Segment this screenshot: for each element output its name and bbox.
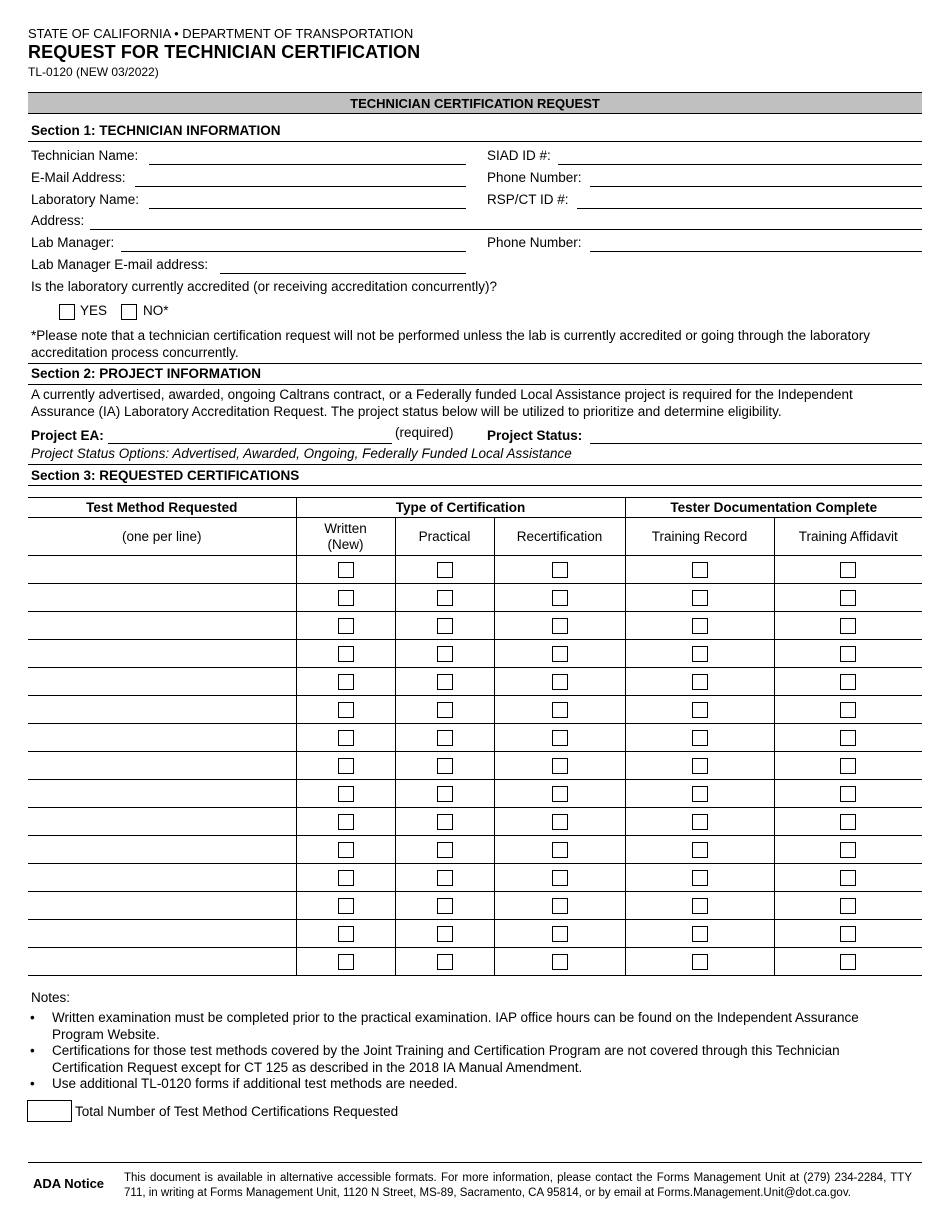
recertification-cell bbox=[494, 836, 625, 864]
practical-checkbox[interactable] bbox=[437, 758, 453, 774]
written-cell bbox=[296, 696, 395, 724]
training-record-checkbox[interactable] bbox=[692, 870, 708, 886]
address-field[interactable] bbox=[90, 229, 922, 230]
training-affidavit-cell bbox=[774, 556, 922, 584]
training-affidavit-cell bbox=[774, 752, 922, 780]
practical-cell bbox=[395, 948, 494, 976]
written-cell bbox=[296, 752, 395, 780]
training-affidavit-checkbox[interactable] bbox=[840, 674, 856, 690]
training-affidavit-checkbox[interactable] bbox=[840, 814, 856, 830]
practical-cell bbox=[395, 836, 494, 864]
practical-cell bbox=[395, 780, 494, 808]
training-record-checkbox[interactable] bbox=[692, 618, 708, 634]
technician-name-field[interactable] bbox=[149, 164, 466, 165]
recertification-checkbox[interactable] bbox=[552, 926, 568, 942]
written-checkbox[interactable] bbox=[338, 562, 354, 578]
yes-checkbox[interactable] bbox=[59, 304, 75, 320]
written-cell bbox=[296, 612, 395, 640]
recertification-cell bbox=[494, 948, 625, 976]
recertification-cell bbox=[494, 668, 625, 696]
training-record-checkbox[interactable] bbox=[692, 730, 708, 746]
training-affidavit-checkbox[interactable] bbox=[840, 702, 856, 718]
lab-name-label: Laboratory Name: bbox=[31, 192, 140, 207]
email-field[interactable] bbox=[135, 186, 466, 187]
certification-row bbox=[28, 640, 922, 668]
written-cell bbox=[296, 836, 395, 864]
training-affidavit-checkbox[interactable] bbox=[840, 618, 856, 634]
test-method-header: Test Method Requested bbox=[28, 498, 296, 518]
ada-divider bbox=[28, 1162, 922, 1163]
certification-row bbox=[28, 920, 922, 948]
note-item: • Use additional TL-0120 forms if additional test methods are needed. bbox=[28, 1076, 898, 1093]
training-record-checkbox[interactable] bbox=[692, 758, 708, 774]
practical-cell bbox=[395, 752, 494, 780]
practical-cell bbox=[395, 892, 494, 920]
written-cell bbox=[296, 640, 395, 668]
recertification-checkbox[interactable] bbox=[552, 954, 568, 970]
written-cell bbox=[296, 892, 395, 920]
practical-cell bbox=[395, 864, 494, 892]
no-label: NO* bbox=[143, 303, 169, 318]
written-checkbox[interactable] bbox=[338, 926, 354, 942]
certification-row bbox=[28, 584, 922, 612]
training-affidavit-checkbox[interactable] bbox=[840, 898, 856, 914]
accredited-question: Is the laboratory currently accredited (or receiving accreditation concurrently)? bbox=[31, 279, 497, 294]
recertification-checkbox[interactable] bbox=[552, 562, 568, 578]
recertification-cell bbox=[494, 640, 625, 668]
divider bbox=[28, 464, 922, 465]
ada-title: ADA Notice bbox=[33, 1176, 105, 1191]
certification-row bbox=[28, 780, 922, 808]
written-checkbox[interactable] bbox=[338, 674, 354, 690]
certification-row bbox=[28, 668, 922, 696]
written-new-header bbox=[296, 518, 395, 556]
email-label: E-Mail Address: bbox=[31, 170, 126, 185]
lab-manager-field[interactable] bbox=[121, 251, 466, 252]
practical-checkbox[interactable] bbox=[437, 786, 453, 802]
training-affidavit-cell bbox=[774, 668, 922, 696]
recertification-checkbox[interactable] bbox=[552, 786, 568, 802]
training-affidavit-cell bbox=[774, 836, 922, 864]
test-method-cell[interactable] bbox=[28, 612, 296, 640]
training-record-cell bbox=[625, 640, 774, 668]
written-checkbox[interactable] bbox=[338, 758, 354, 774]
tester-doc-header: Tester Documentation Complete bbox=[625, 498, 922, 518]
training-affidavit-checkbox[interactable] bbox=[840, 562, 856, 578]
recertification-cell bbox=[494, 584, 625, 612]
certification-type-header: Type of Certification bbox=[296, 498, 625, 518]
written-cell bbox=[296, 668, 395, 696]
test-method-cell[interactable] bbox=[28, 640, 296, 668]
written-cell bbox=[296, 808, 395, 836]
training-affidavit-checkbox[interactable] bbox=[840, 870, 856, 886]
practical-checkbox[interactable] bbox=[437, 590, 453, 606]
written-checkbox[interactable] bbox=[338, 814, 354, 830]
training-record-checkbox[interactable] bbox=[692, 814, 708, 830]
written-checkbox[interactable] bbox=[338, 898, 354, 914]
recertification-cell bbox=[494, 920, 625, 948]
technician-name-label: Technician Name: bbox=[31, 148, 139, 163]
recertification-cell bbox=[494, 892, 625, 920]
yes-label: YES bbox=[80, 303, 108, 318]
form-title: REQUEST FOR TECHNICIAN CERTIFICATION bbox=[28, 42, 421, 62]
recertification-checkbox[interactable] bbox=[552, 870, 568, 886]
lab-manager-label: Lab Manager: bbox=[31, 235, 115, 250]
training-record-checkbox[interactable] bbox=[692, 674, 708, 690]
written-checkbox[interactable] bbox=[338, 702, 354, 718]
required-note: (required) bbox=[395, 425, 454, 440]
training-affidavit-checkbox[interactable] bbox=[840, 954, 856, 970]
lab-name-field[interactable] bbox=[149, 208, 466, 209]
training-record-checkbox[interactable] bbox=[692, 898, 708, 914]
divider bbox=[28, 485, 922, 486]
recertification-checkbox[interactable] bbox=[552, 618, 568, 634]
rsp-ct-id-label: RSP/CT ID #: bbox=[487, 192, 569, 207]
training-affidavit-cell bbox=[774, 696, 922, 724]
training-affidavit-cell bbox=[774, 612, 922, 640]
written-cell bbox=[296, 948, 395, 976]
recertification-cell bbox=[494, 780, 625, 808]
status-options: Project Status Options: Advertised, Awarded, Ongoing, Federally Funded Local Assistance bbox=[31, 446, 572, 461]
practical-cell bbox=[395, 696, 494, 724]
practical-checkbox[interactable] bbox=[437, 702, 453, 718]
agency-line: STATE OF CALIFORNIA • DEPARTMENT OF TRANSPORTATION bbox=[28, 26, 414, 41]
training-record-cell bbox=[625, 612, 774, 640]
project-status-field[interactable] bbox=[590, 443, 922, 444]
test-method-cell[interactable] bbox=[28, 556, 296, 584]
training-record-cell bbox=[625, 948, 774, 976]
test-method-cell[interactable] bbox=[28, 696, 296, 724]
total-count-label: Total Number of Test Method Certifications Requested bbox=[75, 1104, 399, 1119]
phone-field[interactable] bbox=[590, 186, 922, 187]
section1-title: Section 1: TECHNICIAN INFORMATION bbox=[31, 123, 281, 138]
training-record-cell bbox=[625, 864, 774, 892]
project-ea-label: Project EA: bbox=[31, 428, 104, 443]
training-record-checkbox[interactable] bbox=[692, 646, 708, 662]
written-cell bbox=[296, 724, 395, 752]
training-affidavit-checkbox[interactable] bbox=[840, 590, 856, 606]
written-checkbox[interactable] bbox=[338, 954, 354, 970]
written-cell bbox=[296, 920, 395, 948]
practical-cell bbox=[395, 584, 494, 612]
address-label: Address: bbox=[31, 213, 85, 228]
recertification-checkbox[interactable] bbox=[552, 814, 568, 830]
divider bbox=[28, 141, 922, 142]
certification-row bbox=[28, 556, 922, 584]
recertification-cell bbox=[494, 864, 625, 892]
test-method-cell[interactable] bbox=[28, 948, 296, 976]
training-record-checkbox[interactable] bbox=[692, 590, 708, 606]
recertification-checkbox[interactable] bbox=[552, 674, 568, 690]
recertification-cell bbox=[494, 612, 625, 640]
no-checkbox[interactable] bbox=[121, 304, 137, 320]
test-method-cell[interactable] bbox=[28, 584, 296, 612]
recertification-cell bbox=[494, 556, 625, 584]
training-record-checkbox[interactable] bbox=[692, 842, 708, 858]
recertification-header: Recertification bbox=[494, 518, 625, 556]
recertification-cell bbox=[494, 752, 625, 780]
manager-email-field[interactable] bbox=[220, 273, 466, 274]
practical-checkbox[interactable] bbox=[437, 730, 453, 746]
training-record-cell bbox=[625, 836, 774, 864]
accreditation-note: *Please note that a technician certification request will not be performed unless the lab is currently accredited or going through the laboratory accreditation process concurrently. bbox=[31, 328, 870, 360]
written-cell bbox=[296, 584, 395, 612]
recertification-checkbox[interactable] bbox=[552, 646, 568, 662]
training-record-cell bbox=[625, 724, 774, 752]
practical-cell bbox=[395, 668, 494, 696]
test-method-cell[interactable] bbox=[28, 808, 296, 836]
training-record-cell bbox=[625, 752, 774, 780]
training-affidavit-cell bbox=[774, 584, 922, 612]
certification-row bbox=[28, 892, 922, 920]
written-checkbox[interactable] bbox=[338, 646, 354, 662]
practical-checkbox[interactable] bbox=[437, 954, 453, 970]
practical-cell bbox=[395, 920, 494, 948]
training-record-cell bbox=[625, 556, 774, 584]
siad-id-field[interactable] bbox=[558, 164, 922, 165]
training-record-cell bbox=[625, 892, 774, 920]
notes-title: Notes: bbox=[31, 990, 71, 1005]
section2-title: Section 2: PROJECT INFORMATION bbox=[31, 366, 262, 381]
ada-text: This document is available in alternative accessible formats. For more information, please contact the Forms Management Unit at (279) 234-2284, TTY 711, in writing at Forms Management Unit, 1120 N Street, MS-89, Sacramento, CA 95814, or by email at Forms.Management.Unit@dot.ca.gov. bbox=[124, 1172, 912, 1199]
written-checkbox[interactable] bbox=[338, 618, 354, 634]
training-affidavit-cell bbox=[774, 892, 922, 920]
test-method-cell[interactable] bbox=[28, 892, 296, 920]
practical-checkbox[interactable] bbox=[437, 898, 453, 914]
note-item: • Written examination must be completed prior to the practical examination. IAP office hours can be found on the Independent Assurance Program Website. bbox=[28, 1010, 898, 1043]
training-affidavit-header: Training Affidavit bbox=[774, 518, 922, 556]
practical-cell bbox=[395, 556, 494, 584]
test-method-cell[interactable] bbox=[28, 920, 296, 948]
notes-list bbox=[28, 1010, 898, 1093]
practical-cell bbox=[395, 724, 494, 752]
certifications-table bbox=[28, 497, 922, 976]
total-count-field[interactable] bbox=[27, 1100, 72, 1122]
note-item: • Certifications for those test methods covered by the Joint Training and Certification Program are not covered through this Technician Certification Request except for CT 125 as described in the 2018 IA Manual Amendment. bbox=[28, 1043, 898, 1076]
phone-label: Phone Number: bbox=[487, 170, 582, 185]
request-band-title: TECHNICIAN CERTIFICATION REQUEST bbox=[28, 92, 922, 114]
project-ea-field[interactable] bbox=[108, 443, 392, 444]
training-record-cell bbox=[625, 668, 774, 696]
section3-title: Section 3: REQUESTED CERTIFICATIONS bbox=[31, 468, 300, 483]
training-affidavit-checkbox[interactable] bbox=[840, 730, 856, 746]
practical-header: Practical bbox=[395, 518, 494, 556]
manager-phone-field[interactable] bbox=[590, 251, 922, 252]
training-record-cell bbox=[625, 696, 774, 724]
training-affidavit-cell bbox=[774, 640, 922, 668]
practical-checkbox[interactable] bbox=[437, 926, 453, 942]
recertification-checkbox[interactable] bbox=[552, 730, 568, 746]
training-affidavit-cell bbox=[774, 780, 922, 808]
practical-cell bbox=[395, 808, 494, 836]
training-record-cell bbox=[625, 780, 774, 808]
practical-cell bbox=[395, 612, 494, 640]
training-affidavit-checkbox[interactable] bbox=[840, 758, 856, 774]
written-cell bbox=[296, 556, 395, 584]
new-label: (New) bbox=[327, 536, 364, 552]
training-record-checkbox[interactable] bbox=[692, 562, 708, 578]
written-cell bbox=[296, 780, 395, 808]
practical-checkbox[interactable] bbox=[437, 814, 453, 830]
training-affidavit-cell bbox=[774, 948, 922, 976]
test-method-cell[interactable] bbox=[28, 780, 296, 808]
certification-row bbox=[28, 836, 922, 864]
training-record-cell bbox=[625, 920, 774, 948]
written-checkbox[interactable] bbox=[338, 870, 354, 886]
certification-row bbox=[28, 752, 922, 780]
recertification-checkbox[interactable] bbox=[552, 842, 568, 858]
written-checkbox[interactable] bbox=[338, 590, 354, 606]
certification-row bbox=[28, 696, 922, 724]
test-method-cell[interactable] bbox=[28, 668, 296, 696]
written-cell bbox=[296, 864, 395, 892]
project-status-label: Project Status: bbox=[487, 428, 583, 443]
form-number: TL-0120 (NEW 03/2022) bbox=[28, 65, 159, 79]
test-method-cell[interactable] bbox=[28, 836, 296, 864]
one-per-line-label: (one per line) bbox=[121, 528, 202, 544]
training-record-cell bbox=[625, 584, 774, 612]
divider bbox=[28, 384, 922, 385]
training-record-checkbox[interactable] bbox=[692, 702, 708, 718]
written-checkbox[interactable] bbox=[338, 730, 354, 746]
training-record-checkbox[interactable] bbox=[692, 926, 708, 942]
practical-checkbox[interactable] bbox=[437, 562, 453, 578]
recertification-cell bbox=[494, 808, 625, 836]
test-method-cell[interactable] bbox=[28, 864, 296, 892]
recertification-checkbox[interactable] bbox=[552, 758, 568, 774]
certification-row bbox=[28, 724, 922, 752]
test-method-cell[interactable] bbox=[28, 752, 296, 780]
training-record-cell bbox=[625, 808, 774, 836]
recertification-cell bbox=[494, 724, 625, 752]
training-record-checkbox[interactable] bbox=[692, 954, 708, 970]
training-record-header: Training Record bbox=[625, 518, 774, 556]
recertification-checkbox[interactable] bbox=[552, 590, 568, 606]
rsp-ct-id-field[interactable] bbox=[577, 208, 922, 209]
training-affidavit-checkbox[interactable] bbox=[840, 842, 856, 858]
training-record-checkbox[interactable] bbox=[692, 786, 708, 802]
certification-row bbox=[28, 612, 922, 640]
practical-checkbox[interactable] bbox=[437, 870, 453, 886]
recertification-cell bbox=[494, 696, 625, 724]
practical-checkbox[interactable] bbox=[437, 618, 453, 634]
manager-email-label: Lab Manager E-mail address: bbox=[31, 257, 209, 272]
practical-checkbox[interactable] bbox=[437, 674, 453, 690]
written-checkbox[interactable] bbox=[338, 842, 354, 858]
certification-row bbox=[28, 864, 922, 892]
written-checkbox[interactable] bbox=[338, 786, 354, 802]
training-affidavit-cell bbox=[774, 724, 922, 752]
divider bbox=[28, 363, 922, 364]
project-intro: A currently advertised, awarded, ongoing Caltrans contract, or a Federally funded Local Assistance project is required for the Independent Assurance (IA) Laboratory Accreditation Request. The project status below will be utilized to prioritize and determine eligibility. bbox=[31, 387, 853, 419]
recertification-checkbox[interactable] bbox=[552, 702, 568, 718]
training-affidavit-cell bbox=[774, 864, 922, 892]
training-affidavit-checkbox[interactable] bbox=[840, 786, 856, 802]
training-affidavit-cell bbox=[774, 808, 922, 836]
practical-checkbox[interactable] bbox=[437, 646, 453, 662]
certification-row bbox=[28, 948, 922, 976]
test-method-cell[interactable] bbox=[28, 724, 296, 752]
certification-row bbox=[28, 808, 922, 836]
recertification-checkbox[interactable] bbox=[552, 898, 568, 914]
practical-cell bbox=[395, 640, 494, 668]
manager-phone-label: Phone Number: bbox=[487, 235, 582, 250]
written-label: Written bbox=[324, 520, 367, 536]
training-affidavit-checkbox[interactable] bbox=[840, 646, 856, 662]
practical-checkbox[interactable] bbox=[437, 842, 453, 858]
training-affidavit-checkbox[interactable] bbox=[840, 926, 856, 942]
siad-id-label: SIAD ID #: bbox=[487, 148, 551, 163]
training-affidavit-cell bbox=[774, 920, 922, 948]
